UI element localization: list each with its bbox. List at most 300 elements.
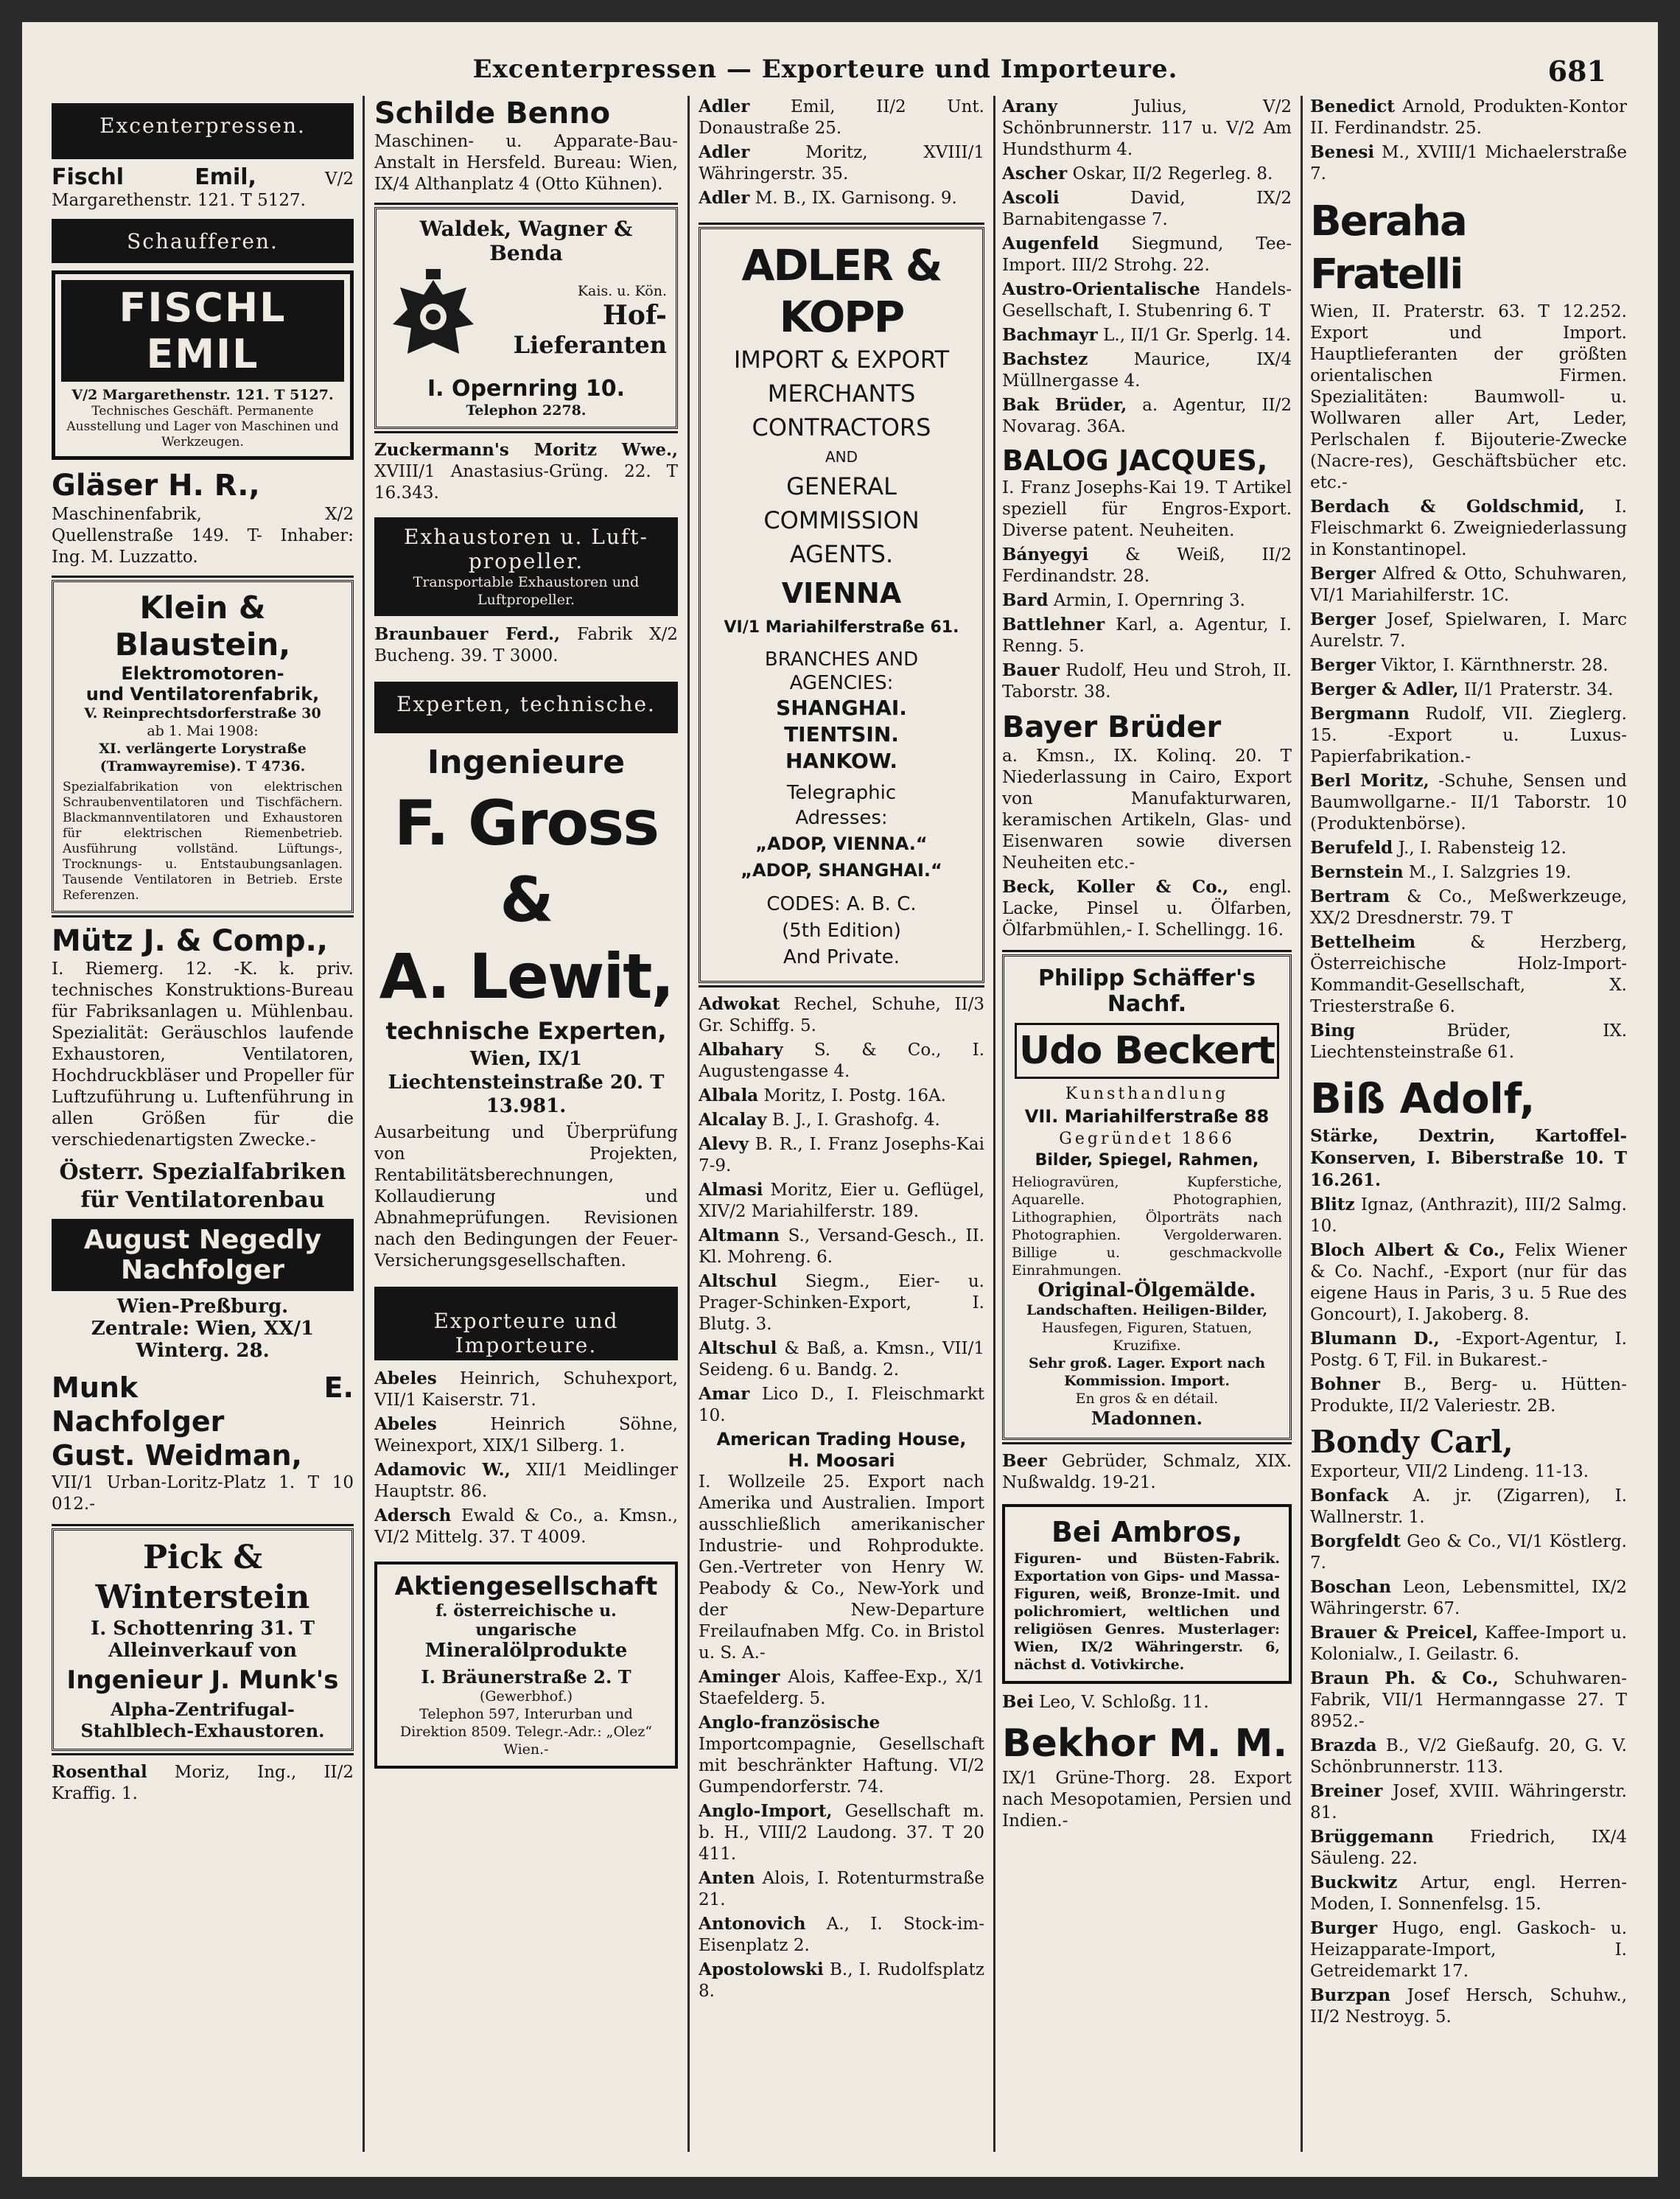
entry [52, 1761, 354, 1805]
ad-line: Wien-Preßburg. [116, 1296, 289, 1318]
entry [699, 1338, 984, 1381]
entry-text: Maurice, IX/4 Müllnergasse 4. [1002, 350, 1292, 391]
entry-text: IX/1 Grüne-Thorg. 28. Export nach Mesopotamien, Persien und Indien.- [1002, 1769, 1292, 1831]
entry-name: Berl Moritz, [1310, 771, 1429, 791]
ad-address: V/2 Margarethenstr. 121. T 5127. [71, 387, 334, 403]
entry-text: B., Berg- u. Hütten-Produkte, II/2 Valeriestr. 2B. [1310, 1375, 1627, 1416]
entry-name: Bauer [1002, 660, 1060, 680]
entry [1310, 1020, 1627, 1063]
entry-text: Julius, V/2 Schönbrunnerstr. 117 u. V/2 Am Hundsthurm 4. [1002, 97, 1292, 159]
entry [1310, 96, 1627, 139]
entry-text: Wien, II. Praterstr. 63. T 12.252. Export und Import. Hauptlieferanten der größten orientalischen Firmen. Spezialitäten: Baumwoll- u. Wollwaren aller Art, Leder, Perlschalen f. Bijouterie-Zwecke (Nacre-res), Geschäftsbücher etc. etc.- [1310, 302, 1627, 492]
entry-name: Bloch Albert & Co., [1310, 1240, 1505, 1260]
entry-name: Augenfeld [1002, 234, 1099, 254]
entry [1310, 1917, 1627, 1982]
entry [1002, 96, 1292, 161]
entry-text: Alois, Kaffee-Exp., X/1 Staefelderg. 5. [699, 1668, 984, 1708]
entry-name: Bergmann [1310, 704, 1410, 724]
entry-text: A., I. Stock-im-Eisenplatz 2. [699, 1915, 984, 1955]
ad-title: Udo Beckert [1015, 1023, 1279, 1079]
newspaper-page [22, 22, 1658, 2177]
entry-text: I. Fleischmarkt 6. Zweigniederlassung in Konstantinopel. [1310, 497, 1627, 559]
entry-name: Anten [699, 1868, 755, 1888]
entry-name: Braun Ph. & Co., [1310, 1668, 1499, 1688]
entry-name: Berger [1310, 609, 1376, 629]
entry-name: Bernstein [1310, 862, 1404, 882]
entry [1002, 349, 1292, 392]
ad-title: Waldek, Wagner & Benda [419, 217, 633, 265]
ad-line: Original-Ölgemälde. [1037, 1279, 1256, 1301]
entry-text: Artur, engl. Herren-Moden, I. Sonnenfelsg. 15. [1310, 1873, 1627, 1914]
entry-text: Moritz, XVIII/1 Währingerstr. 35. [699, 143, 984, 183]
entry [1310, 886, 1627, 929]
ad-name: August Negedly Nachfolger [52, 1219, 354, 1291]
section-heading: Exporteure und Importeure. [374, 1287, 678, 1360]
ad-line: IMPORT & EXPORT [733, 346, 950, 374]
entry [1310, 1531, 1627, 1574]
ad-gross-lewit [374, 741, 678, 1272]
entry [374, 96, 678, 195]
ad-line: technische Experten, [385, 1017, 667, 1045]
entry-name: Burzpan [1310, 1985, 1391, 2005]
entry [52, 923, 354, 1151]
entry-name: Mütz J. & Comp., [52, 924, 328, 958]
ad-fischl [52, 270, 354, 460]
entry-name: American Trading House, [716, 1429, 967, 1450]
section-heading: Schaufferen. [52, 219, 354, 263]
ad-line: And Private. [783, 946, 900, 968]
entry-text: Ignaz, (Anthrazit), III/2 Salmg. 10. [1310, 1195, 1627, 1236]
ad-line: und Ventilatorenfabrik, [85, 684, 320, 705]
ad-text: Technisches Geschäft. Permanente Ausstellung und Lager von Maschinen und Werkzeugen. [66, 404, 339, 450]
ad-text: Figuren- und Büsten-Fabrik. Exportation von Gips- und Massa-Figuren, weiß, Bronze-Imit. und polichromiert, weltlichen und religiösen Genres. Musterlager: Wien, IX/2 Währingerstr. 6, nächst d. Votivkirche. [1014, 1551, 1280, 1673]
entry-name: Brauer & Preicel, [1310, 1623, 1479, 1643]
entry-name: Bard [1002, 590, 1049, 610]
entry-text: Josef, Spielwaren, I. Marc Aurelstr. 7. [1310, 610, 1627, 651]
column-rule [993, 96, 995, 2152]
ad-line: Alleinverkauf von [108, 1640, 297, 1662]
entry-name: Bertram [1310, 887, 1390, 906]
ad-line: CONTRACTORS [752, 413, 931, 441]
ad-line: AGENTS. [789, 540, 894, 568]
entry-text: Exporteur, VII/2 Lindeng. 11-13. [1310, 1462, 1589, 1481]
entry [1002, 279, 1292, 322]
entry-name: H. Moosari [788, 1450, 895, 1471]
entry [1310, 1194, 1627, 1237]
entry [52, 467, 354, 568]
entry-name: Berufeld [1310, 838, 1393, 858]
entry [374, 1413, 678, 1457]
entry [1310, 861, 1627, 884]
entry-name: Bekhor M. M. [1002, 1721, 1288, 1766]
entry-name: Brazda [1310, 1735, 1377, 1755]
entry-name: Bachstez [1002, 349, 1088, 369]
entry-text: Schuhwaren-Fabrik, VII/1 Hermanngasse 27. T 8952.- [1310, 1669, 1627, 1731]
ad-line: Hof- [602, 300, 667, 331]
entry [699, 1383, 984, 1427]
entry-text: Rudolf, Heu und Stroh, II. Taborstr. 38. [1002, 661, 1292, 702]
ad-line: Kunsthandlung [1065, 1085, 1229, 1103]
entry [699, 1109, 984, 1131]
entry-text: J., I. Rabensteig 12. [1398, 839, 1567, 858]
entry-name: Adler [699, 142, 750, 162]
heading-line: Exhaustoren u. Luft- [404, 525, 648, 549]
entry-text: I. Franz Josephs-Kai 19. T Artikel speziell für Engros-Export. Diverse patent. Neuheiten. [1002, 478, 1292, 540]
heading-line: Transportable Exhaustoren und Luftpropeller. [413, 574, 640, 608]
ad-line: Telegraphic [786, 782, 897, 804]
entry-text: Leon, Lebensmittel, IX/2 Währingerstr. 67. [1310, 1578, 1627, 1618]
entry-name: Schilde Benno [374, 97, 611, 130]
entry [1310, 1576, 1627, 1620]
entry-name: Berger & Adler, [1310, 679, 1459, 699]
entry [699, 1270, 984, 1335]
entry [1002, 660, 1292, 703]
entry-text: engl. Lacke, Pinsel u. Ölfarben, Ölfarbmühlen,- I. Schellingg. 16. [1002, 878, 1292, 940]
ad-line: (Tramwayremise). T 4736. [99, 758, 306, 775]
entry-text: Viktor, I. Kärnthnerstr. 28. [1381, 656, 1609, 675]
entry-text: Maschinen- u. Apparate-Bau-Anstalt in Hersfeld. Bureau: Wien, IX/4 Althanplatz 4 (Otto Kühnen). [374, 132, 678, 194]
entry-name: Biß Adolf, [1310, 1075, 1536, 1123]
entry-text: Fabrik X/2 Bucheng. 39. T 3000. [374, 625, 678, 665]
entry [699, 1133, 984, 1177]
ad-line: BRANCHES AND [764, 648, 919, 671]
ad-line: Bilder, Spiegel, Rahmen, [1035, 1151, 1259, 1170]
ad-line: F. Gross & [393, 787, 659, 936]
entry [1310, 1074, 1627, 1192]
entry-text: & Co., Meßwerkzeuge, XX/2 Dresdnerstr. 79. T [1310, 887, 1627, 928]
entry-name: Albahary [699, 1040, 783, 1060]
entry-name: Bányegyi [1002, 545, 1089, 564]
entry-name: Beraha Fratelli [1310, 197, 1466, 298]
ad-negedly [52, 1158, 354, 1362]
ad-title: Bei Ambros, [1051, 1516, 1243, 1548]
ad-line: ab 1. Mai 1908: [147, 723, 259, 739]
ad-line: I. Bräunerstraße 2. T [421, 1666, 631, 1688]
entry-name: Benedict [1310, 97, 1395, 116]
column-1 [52, 96, 354, 2159]
entry-text: Armin, I. Opernring 3. [1053, 591, 1245, 610]
entry [374, 439, 678, 504]
ad-title: Pick & Winterstein [95, 1539, 310, 1616]
entry [1310, 679, 1627, 701]
entry-text: a. Agentur, II/2 Novarag. 36A. [1002, 396, 1292, 436]
ad-line: Zentrale: Wien, XX/1 Winterg. 28. [91, 1318, 315, 1362]
entry-name: Ascher [1002, 164, 1068, 183]
entry-text: B., I. Rudolfsplatz 8. [699, 1960, 984, 2001]
entry-name: Adamovic W., [374, 1460, 511, 1480]
entry-text: -Schuhe, Sensen und Baumwollgarne.- II/1 Taborstr. 10 (Produktenbörse). [1310, 772, 1627, 833]
ad-line: „ADOP, VIENNA.“ [755, 833, 928, 854]
entry-name: Bondy Carl, [1310, 1424, 1513, 1460]
ad-line: Hausfegen, Figuren, Statuen, Kruzifixe. [1041, 1320, 1253, 1354]
ad-address: VI/1 Mariahilferstraße 61. [724, 618, 959, 637]
entry-name: Berger [1310, 564, 1376, 584]
page-number: 681 [1547, 55, 1606, 88]
entry-text: S. & Co., I. Augustengasse 4. [699, 1041, 984, 1081]
entry-text: I. Riemerg. 12. -K. k. priv. technisches Konstruktions-Bureau für Fabriksanlagen u. Mühlenbau. Spezialität: Geräuschlos laufende Exhaustoren, Ventilatoren, Hochdruckbläser und Propeller für Luftzuführung u. Luftenführung in allen Größen für die verschiedenartigsten Zwecke.- [52, 959, 354, 1150]
ad-line: AND [825, 448, 858, 466]
entry-name: Alcalay [699, 1110, 767, 1130]
entry [699, 1712, 984, 1798]
entry-text: S., Versand-Gesch., II. Kl. Mohreng. 6. [699, 1226, 984, 1267]
ad-line: Mineralölprodukte [424, 1640, 628, 1662]
entry [1002, 590, 1292, 612]
entry-name: Blitz [1310, 1195, 1355, 1214]
entry-text: B. R., I. Franz Josephs-Kai 7-9. [699, 1135, 984, 1175]
ad-line: Adresses: [795, 807, 888, 829]
entry [1310, 837, 1627, 859]
entry-text: Hugo, engl. Gaskoch- u. Heizapparate-Import, I. Getreidemarkt 17. [1310, 1919, 1627, 1981]
entry-name: Gust. Weidman, [52, 1439, 302, 1472]
ad-line: Sehr groß. Lager. Export nach Kommission. Import. [1028, 1355, 1266, 1389]
entry [699, 1959, 984, 2002]
ad-address: Wien, IX/1 Liechtensteinstraße 20. T 13.981. [388, 1048, 665, 1117]
ad-line: Ingenieure [427, 744, 626, 781]
entry-name: Anglo-Import, [699, 1801, 833, 1821]
entry-text: Moritz, I. Postg. 16A. [763, 1086, 946, 1105]
entry-text: Rechel, Schuhe, II/3 Gr. Schiffg. 5. [699, 995, 984, 1035]
ad-pick-winterstein [52, 1528, 354, 1751]
entry [1310, 141, 1627, 185]
ad-line: SHANGHAI. [776, 696, 907, 720]
entry-name: Almasi [699, 1180, 763, 1200]
entry-name: Albala [699, 1085, 759, 1105]
column-5 [1310, 96, 1627, 2159]
entry-text: Heinrich Söhne, Weinexport, XIX/1 Silberg. 1. [374, 1415, 678, 1455]
entry [52, 164, 354, 211]
entry-text: L., II/1 Gr. Sperlg. 14. [1103, 326, 1292, 345]
ad-mineraloel [374, 1562, 678, 1769]
entry-text: V/2 Margarethenstr. 121. T 5127. [52, 169, 354, 210]
ad-line: A. Lewit, [379, 940, 673, 1013]
ad-line: Lieferanten [513, 331, 667, 359]
ad-line: f. österreichische u. ungarische [435, 1601, 617, 1640]
ad-klein-blaustein [52, 580, 354, 913]
entry-text: XII/1 Meidlinger Hauptstr. 86. [374, 1461, 678, 1501]
entry [699, 1225, 984, 1268]
ad-line: Gegründet 1866 [1059, 1130, 1235, 1148]
entry [1310, 609, 1627, 652]
entry [699, 1800, 984, 1865]
entry-name: Rosenthal [52, 1762, 147, 1782]
entry-name: Altschul [699, 1271, 777, 1291]
ad-text: Telephon 597, Interurban und Direktion 8509. Telegr.-Adr.: „Olez“ Wien.- [399, 1706, 653, 1758]
entry-text: a. Kmsn., IX. Kolinq. 20. T Niederlassung in Cairo, Export von Manufakturwaren, keramischen Artikeln, Glas- und Eisenwaren sowie diversen Neuheiten etc.- [1002, 747, 1292, 873]
entry-name: Zuckermann's Moritz Wwe., [374, 440, 678, 460]
entry-text: Josef Hersch, Schuhw., II/2 Nestroyg. 5. [1310, 1986, 1627, 2027]
entry [699, 187, 984, 209]
page-title: Excenterpressen — Exporteure und Importeure. [472, 55, 1178, 84]
entry [1310, 1423, 1627, 1483]
entry-text: Maschinenfabrik, X/2 Quellenstraße 149. T- Inhaber: Ing. M. Luzzatto. [52, 505, 354, 567]
entry-name: Altmann [699, 1226, 780, 1245]
ad-line: V. Reinprechtsdorferstraße 30 [84, 705, 321, 721]
entry [1002, 544, 1292, 587]
entry-text: Josef, XVIII. Währingerstr. 81. [1310, 1782, 1627, 1822]
section-heading: Experten, technische. [374, 682, 678, 733]
entry-text: Siegmund, Tee-Import. III/2 Strohg. 22. [1002, 234, 1292, 275]
entry [374, 1505, 678, 1548]
entry-name: Buckwitz [1310, 1873, 1398, 1892]
entry-name: Austro-Orientalische [1002, 279, 1200, 299]
entry [1310, 563, 1627, 606]
entry-text: Siegm., Eier- u. Prager-Schinken-Export, I. Blutg. 3. [699, 1272, 984, 1334]
entry-name: Abeles [374, 1368, 437, 1388]
entry [1310, 1622, 1627, 1665]
ad-line: Kais. u. Kön. [577, 283, 667, 299]
entry [1002, 709, 1292, 874]
entry [1002, 1719, 1292, 1832]
entry-name: Bohner [1310, 1374, 1380, 1394]
entry [699, 1179, 984, 1223]
entry-text: Gebrüder, Schmalz, XIX. Nußwaldg. 19-21. [1002, 1452, 1292, 1492]
ad-line: Telephon 2278. [466, 402, 587, 419]
entry-name: Bonfack [1310, 1486, 1389, 1506]
entry-name: Adersch [374, 1506, 452, 1525]
entry-name: Benesi [1310, 142, 1375, 162]
entry-text: M., XVIII/1 Michaelerstraße 7. [1310, 143, 1627, 183]
entry [1002, 1691, 1292, 1713]
entry-text: Handels-Gesellschaft, I. Stubenring 6. T [1002, 280, 1292, 321]
entry-name: Adler [699, 188, 750, 208]
entry [699, 1867, 984, 1911]
entry-name: Fischl Emil, [52, 164, 256, 190]
entry-name: Aminger [699, 1667, 780, 1687]
section-heading [374, 517, 678, 616]
entry-name: Blumann D., [1310, 1329, 1440, 1349]
entry [699, 96, 984, 139]
entry-text: Importcompagnie, Gesellschaft mit beschränkter Haftung. VI/2 Gumpendorferstr. 74. [699, 1735, 984, 1797]
entry [1002, 444, 1292, 542]
entry-text: B. J., I. Grashofg. 4. [771, 1111, 940, 1130]
entry-name: Apostolowski [699, 1959, 824, 1979]
ad-line: Philipp Schäffer's [1037, 965, 1256, 991]
entry-text: XVIII/1 Anastasius-Grüng. 22. T 16.343. [374, 462, 678, 503]
entry [1310, 1826, 1627, 1870]
entry-text: Stärke, Dextrin, Kartoffel-Konserven, I. Biberstraße 10. T 16.261. [1310, 1126, 1627, 1190]
ad-text: Heliogravüren, Kupferstiche, Aquarelle. Photographien, Lithographien, Ölporträts nach Photographien. Vergolderwaren. Billige u. geschmackvolle Einrahmungen. [1012, 1174, 1282, 1279]
ad-line: Ingenieur J. Munk's [66, 1665, 339, 1695]
ad-line: (5th Edition) [782, 920, 901, 942]
ad-line: CODES: A. B. C. [766, 893, 917, 915]
entry-name: Beck, Koller & Co., [1002, 877, 1229, 897]
entry [1310, 703, 1627, 768]
entry-name: Munk E. Nachfolger [52, 1371, 354, 1438]
ad-line: COMMISSION [763, 506, 920, 534]
entry-name: Beer [1002, 1451, 1047, 1471]
entry [1002, 163, 1292, 185]
entry-text: Emil, II/2 Unt. Donaustraße 25. [699, 97, 984, 138]
entry-text: Alois, I. Rotenturmstraße 21. [699, 1869, 984, 1909]
entry-text: Geo & Co., VI/1 Köstlerg. 7. [1310, 1532, 1627, 1573]
heading-line: propeller. [468, 549, 584, 573]
entry-text: Heinrich, Schuhexport, VII/1 Kaiserstr. 71. [374, 1369, 678, 1410]
column-2 [374, 96, 678, 2159]
column-4 [1002, 96, 1292, 2159]
entry-text: A. jr. (Zigarren), I. Wallnerstr. 1. [1310, 1486, 1627, 1527]
ad-title: ADLER & KOPP [741, 240, 942, 342]
entry [699, 1039, 984, 1083]
entry [1002, 876, 1292, 941]
ad-line: I. Opernring 10. [427, 376, 625, 402]
entry-text: & Herzberg, Österreichische Holz-Import-Kommandit-Gesellschaft, X. Triesterstraße 6. [1310, 933, 1627, 1016]
entry-name: Burger [1310, 1918, 1378, 1938]
entry [1310, 1485, 1627, 1528]
column-rule [363, 96, 365, 2152]
ad-line: En gros & en détail. [1075, 1391, 1219, 1407]
entry-name: Bayer Brüder [1002, 710, 1222, 744]
ad-text: Ausarbeitung und Überprüfung von Projekten, Rentabilitätsberechnungen, Kollaudierung und Abnahmeprüfungen. Revisionen nach den Bedingungen der Feuer-Versicherungsgesellschaften. [374, 1123, 678, 1270]
entry [1310, 1374, 1627, 1417]
entry-text: M. B., IX. Garnisong. 9. [755, 189, 957, 208]
entry [374, 1368, 678, 1411]
entry-text: Friedrich, IX/4 Säuleng. 22. [1310, 1828, 1627, 1868]
entry-name: Bei [1002, 1692, 1034, 1712]
ad-line: Nachf. [1107, 991, 1187, 1017]
entry-text: & Weiß, II/2 Ferdinandstr. 28. [1002, 545, 1292, 586]
ad-title: Österr. Spezialfabriken für Ventilatorenbau [59, 1159, 346, 1213]
entry-name: Adler [699, 97, 750, 116]
entry [1310, 1668, 1627, 1733]
entry-text: & Baß, a. Kmsn., VII/1 Seideng. 6 u. Bandg. 2. [699, 1339, 984, 1380]
entry [699, 141, 984, 185]
entry-text: VII/1 Urban-Loritz-Platz 1. T 10 012.- [52, 1473, 354, 1514]
ad-bei-ambros [1002, 1504, 1292, 1684]
entry-name: Brüggemann [1310, 1827, 1434, 1847]
entry-name: Braunbauer Ferd., [374, 624, 561, 644]
column-rule [687, 96, 690, 2152]
entry [1310, 1735, 1627, 1778]
column-rule [1301, 96, 1303, 2152]
ad-line: Landschaften. Heiligen-Bilder, [1026, 1302, 1268, 1318]
entry [374, 1459, 678, 1503]
entry-text: Kaffee-Import u. Kolonialw., I. Geilastr. 6. [1310, 1623, 1627, 1664]
ad-line: Alpha-Zentrifugal-Stahlblech-Exhaustoren. [80, 1699, 325, 1741]
entry-name: Borgfeldt [1310, 1531, 1401, 1551]
entry-name: Amar [699, 1384, 750, 1404]
entry [1002, 614, 1292, 657]
entry-name: Ascoli [1002, 188, 1060, 208]
entry-text: Oskar, II/2 Regerleg. 8. [1072, 164, 1273, 183]
entry-text: Arnold, Produkten-Kontor II. Ferdinandstr. 25. [1310, 97, 1627, 138]
entry-text: II/1 Praterstr. 34. [1463, 680, 1614, 699]
entry [699, 1429, 984, 1664]
entry-name: Boschan [1310, 1577, 1392, 1597]
ad-udo-beckert [1002, 954, 1292, 1440]
entry-text: Karl, a. Agentur, I. Renng. 5. [1002, 615, 1292, 656]
entry-text: David, IX/2 Barnabitengasse 7. [1002, 189, 1292, 229]
section-heading: Excenterpressen. [52, 103, 354, 159]
entry-name: Bing [1310, 1021, 1355, 1041]
ad-line: VIENNA [781, 577, 902, 609]
ad-adler-kopp [699, 227, 984, 983]
entry-name: Bettelheim [1310, 932, 1416, 952]
entry-name: Alevy [699, 1134, 749, 1154]
entry-text: Lico D., I. Fleischmarkt 10. [699, 1385, 984, 1425]
ad-line: I. Schottenring 31. T [91, 1618, 315, 1640]
ad-title: Klein & Blaustein, [114, 590, 291, 663]
entry [1002, 187, 1292, 231]
entry [1310, 496, 1627, 561]
entry [1310, 1985, 1627, 2028]
ad-line: XI. verlängerte Lorystraße [99, 741, 307, 757]
entry [1002, 233, 1292, 276]
entry [1310, 1780, 1627, 1824]
ad-line: Madonnen. [1091, 1408, 1203, 1429]
entry [699, 1666, 984, 1710]
entry-name: Altschul [699, 1338, 777, 1358]
entry-name: Antonovich [699, 1914, 806, 1934]
